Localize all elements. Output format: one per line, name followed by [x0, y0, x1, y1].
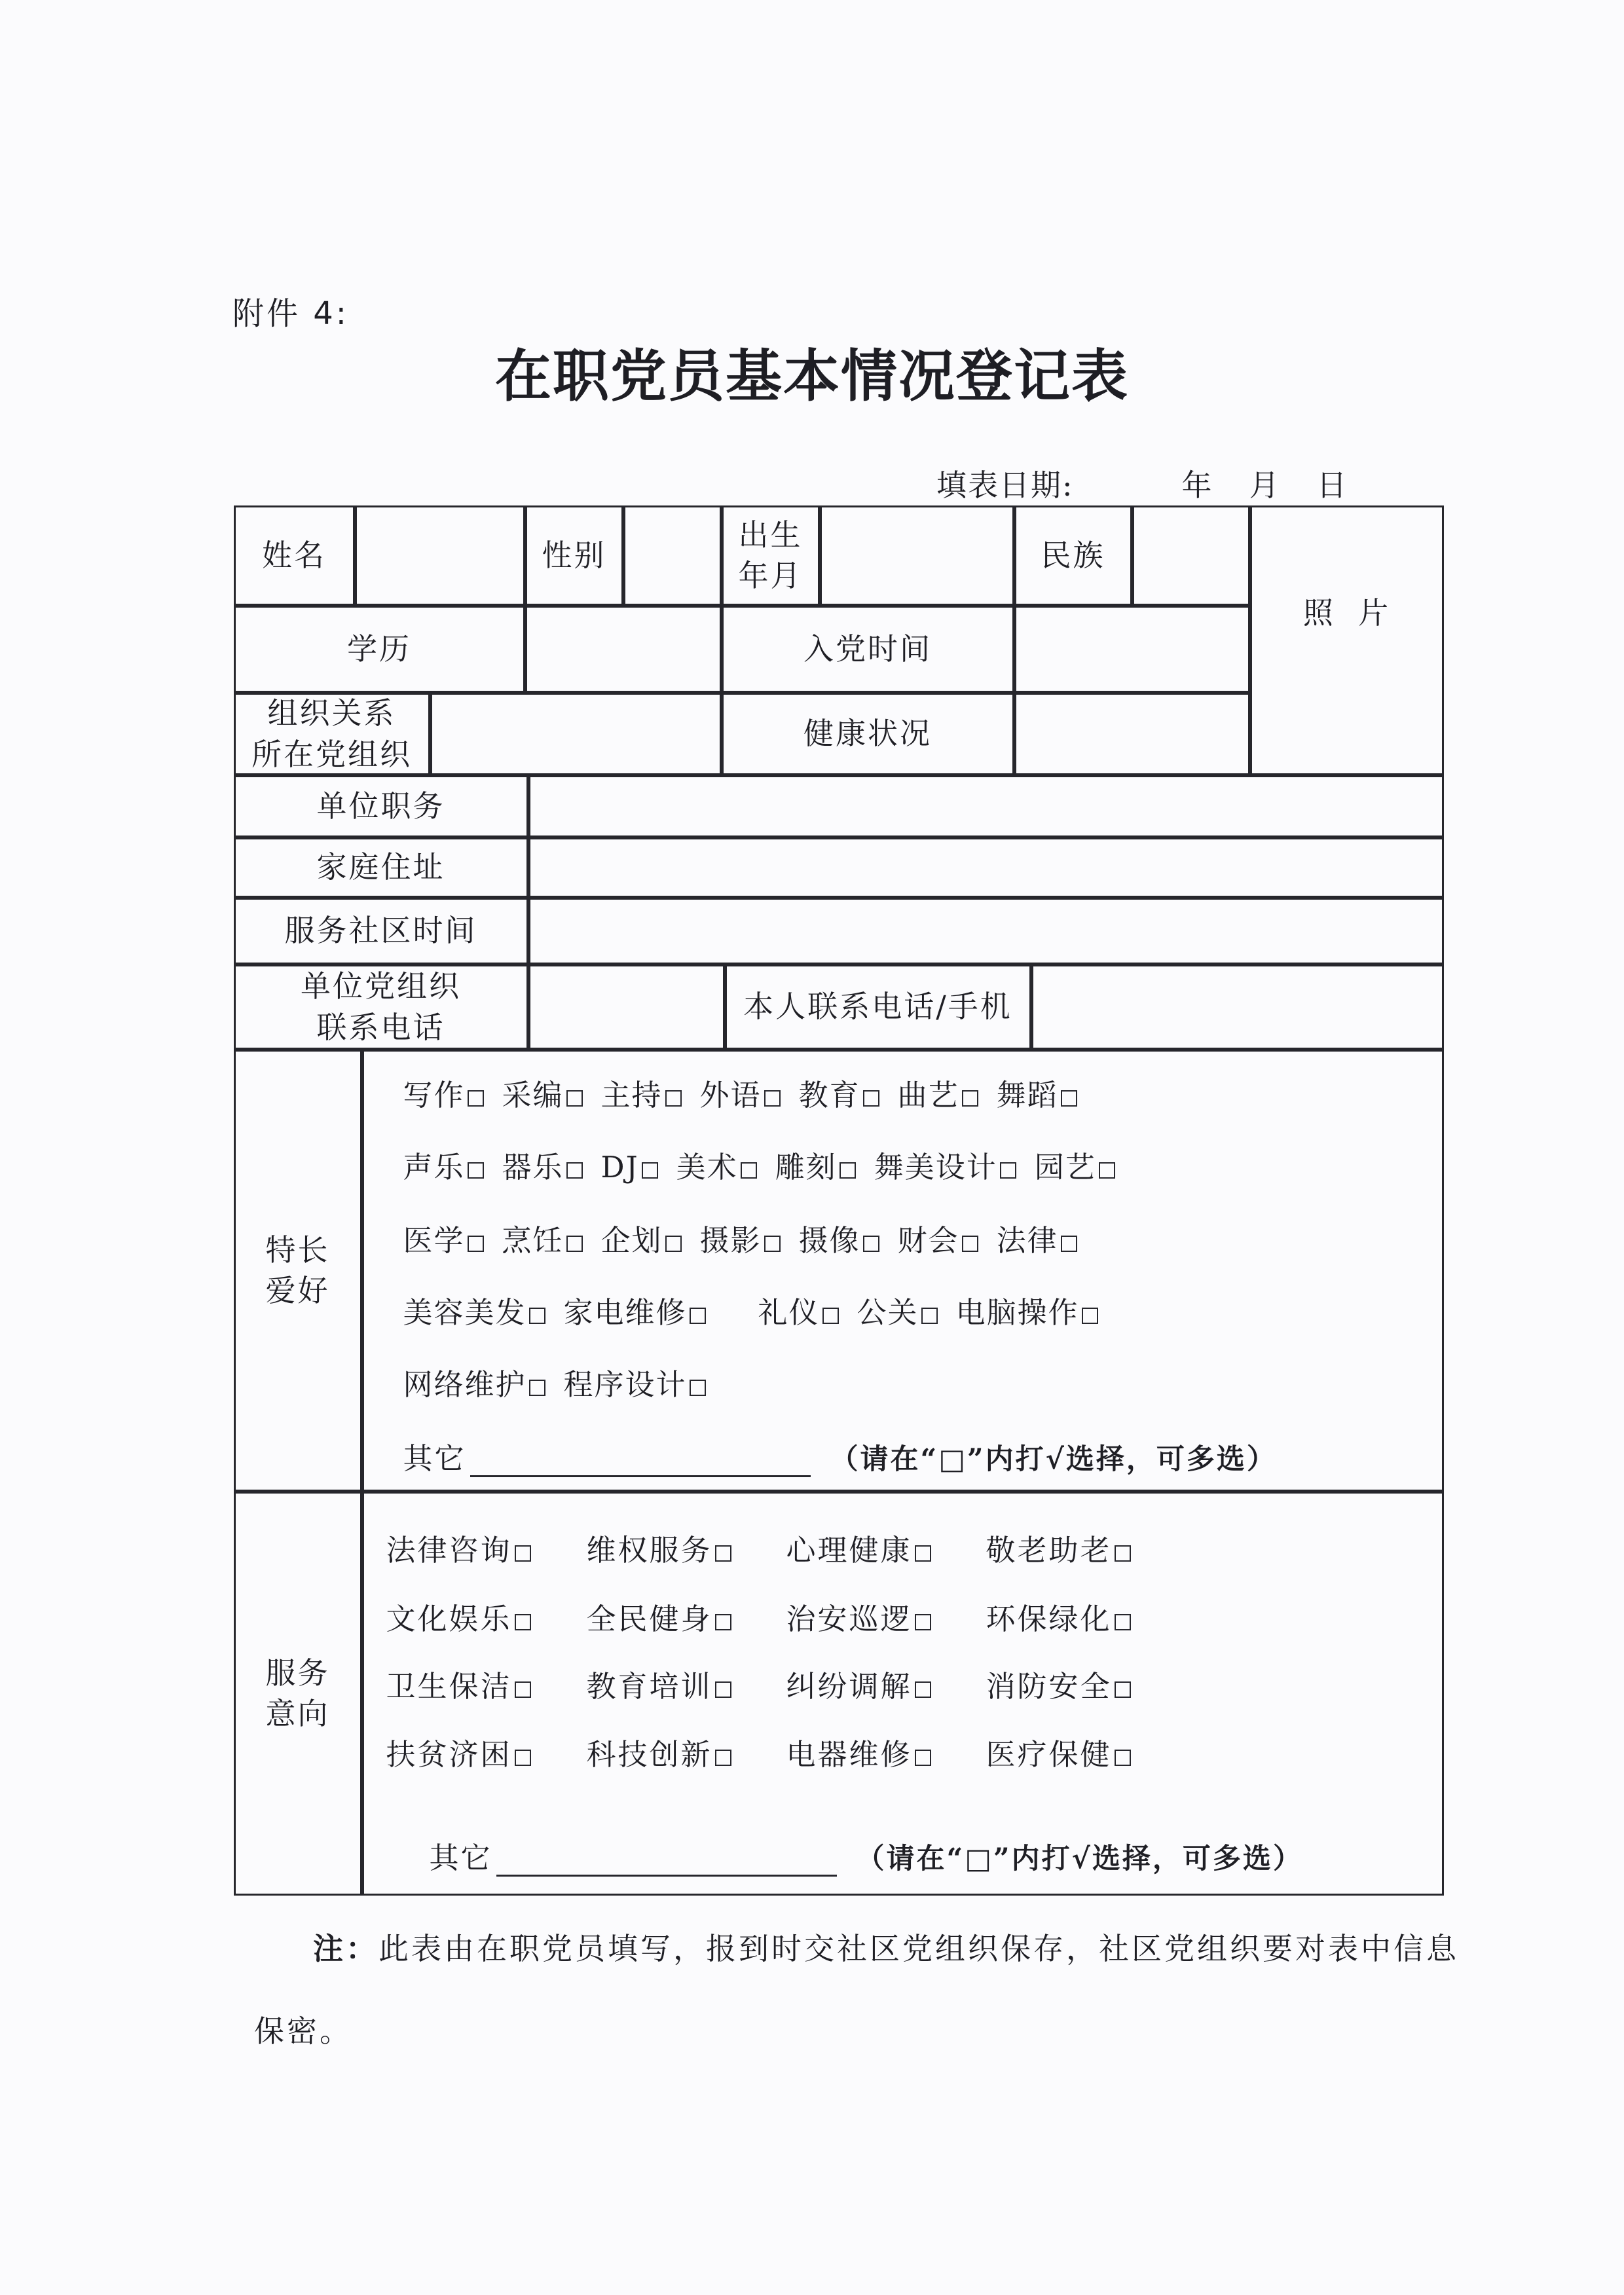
specialty-option[interactable] [956, 1289, 1098, 1331]
service-option[interactable] [786, 1595, 931, 1638]
specialty-option[interactable] [676, 1143, 757, 1186]
checkbox[interactable] [1082, 1308, 1098, 1324]
service-option-label: 治安巡逻 [786, 1601, 912, 1636]
services-other-input[interactable] [496, 1845, 837, 1877]
checkbox[interactable] [566, 1162, 583, 1179]
specialty-option-label: 摄影 [699, 1222, 762, 1258]
service-option-label: 维权服务 [586, 1532, 712, 1568]
ethnicity-field[interactable] [1132, 505, 1250, 606]
specialty-option[interactable] [997, 1217, 1077, 1259]
specialties-row [403, 1217, 1096, 1259]
specialty-option[interactable] [601, 1071, 682, 1114]
position-field[interactable] [528, 775, 1444, 837]
specialty-option-label: 采编 [502, 1077, 564, 1112]
specialty-option[interactable] [1035, 1143, 1115, 1186]
specialty-option-label: 舞蹈 [996, 1077, 1058, 1112]
specialty-option[interactable] [403, 1289, 545, 1331]
checkbox[interactable] [529, 1308, 545, 1324]
checkbox[interactable] [840, 1162, 856, 1179]
checkbox[interactable] [1115, 1545, 1131, 1562]
services-options [362, 1492, 1444, 1896]
checkbox[interactable] [863, 1090, 879, 1107]
fill-date-month: 月 [1249, 468, 1281, 503]
fill-date [936, 462, 1348, 505]
checkbox[interactable] [764, 1236, 781, 1252]
position-label: 单位职务 [234, 775, 528, 837]
service-option[interactable] [986, 1595, 1131, 1638]
checkbox[interactable] [515, 1545, 531, 1562]
service-time-field[interactable] [528, 898, 1444, 964]
specialty-option[interactable] [997, 1071, 1077, 1114]
checkbox[interactable] [468, 1090, 484, 1107]
specialty-option-label: 园艺 [1034, 1149, 1096, 1184]
services-label: 服务 意向 [234, 1492, 362, 1896]
service-option-label: 法律咨询 [386, 1532, 512, 1568]
specialty-option-label: 网络维护 [403, 1367, 526, 1402]
specialty-option[interactable] [601, 1217, 682, 1259]
specialty-option-label: 雕刻 [775, 1149, 837, 1184]
specialty-option-label: 礼仪 [758, 1294, 820, 1330]
checkbox[interactable] [764, 1090, 781, 1107]
specialties-options [362, 1050, 1444, 1492]
service-option[interactable] [786, 1731, 931, 1773]
ethnicity-label: 民族 [1014, 505, 1132, 606]
checkbox[interactable] [1099, 1162, 1115, 1179]
join-party-field[interactable] [1014, 606, 1250, 693]
checkbox[interactable] [863, 1236, 879, 1252]
checkbox[interactable] [1000, 1162, 1016, 1179]
unit-phone-field[interactable] [528, 964, 725, 1050]
checkbox[interactable] [1115, 1681, 1131, 1698]
specialty-option-label: 主持 [600, 1077, 663, 1112]
specialties-row [403, 1143, 1134, 1186]
specialty-option[interactable] [898, 1071, 978, 1114]
service-option-label: 科技创新 [586, 1736, 712, 1772]
specialty-option[interactable] [775, 1143, 856, 1186]
checkbox[interactable] [566, 1090, 583, 1107]
service-option-label: 消防安全 [986, 1668, 1112, 1704]
checkbox[interactable] [1115, 1750, 1131, 1766]
checkbox[interactable] [741, 1162, 757, 1179]
birth-label: 出生 年月 [722, 505, 820, 606]
checkbox[interactable] [468, 1162, 484, 1179]
specialty-option-label: 程序设计 [563, 1367, 687, 1402]
checkbox[interactable] [1115, 1614, 1131, 1630]
footnote [254, 1907, 1479, 2072]
specialty-option[interactable] [898, 1217, 978, 1259]
checkbox[interactable] [515, 1614, 531, 1630]
gender-field[interactable] [623, 505, 722, 606]
name-field[interactable] [355, 505, 525, 606]
checkbox[interactable] [642, 1162, 658, 1179]
specialty-option[interactable] [758, 1289, 839, 1331]
checkbox[interactable] [915, 1681, 931, 1698]
specialty-option-label: 财会 [897, 1222, 959, 1258]
specialty-option-label: 电脑操作 [955, 1294, 1079, 1330]
specialty-option-label: 外语 [699, 1077, 762, 1112]
checkbox[interactable] [715, 1750, 731, 1766]
fill-date-label: 填表日期: [936, 468, 1074, 503]
checkbox[interactable] [665, 1236, 682, 1252]
checkbox[interactable] [915, 1750, 931, 1766]
checkbox[interactable] [715, 1545, 731, 1562]
specialty-option-label: 家电维修 [563, 1294, 687, 1330]
specialty-option[interactable] [502, 1071, 583, 1114]
home-address-field[interactable] [528, 837, 1444, 898]
checkbox[interactable] [962, 1236, 978, 1252]
specialties-row [403, 1289, 1116, 1331]
org-relation-label: 组织关系 所在党组织 [234, 693, 430, 775]
checkbox[interactable] [515, 1750, 531, 1766]
specialty-option-label: 摄像 [798, 1222, 860, 1258]
service-option-label: 扶贫济困 [386, 1736, 512, 1772]
service-option[interactable] [587, 1595, 731, 1638]
service-option-label: 卫生保洁 [386, 1668, 512, 1704]
checkbox[interactable] [1061, 1090, 1077, 1107]
specialty-option[interactable] [502, 1143, 583, 1186]
service-option-label: 医疗保健 [986, 1736, 1112, 1772]
health-field[interactable] [1014, 693, 1250, 775]
checkbox[interactable] [715, 1614, 731, 1630]
specialties-row [403, 1361, 724, 1403]
personal-phone-label: 本人联系电话/手机 [725, 964, 1031, 1050]
specialty-option-label: 曲艺 [897, 1077, 959, 1112]
specialties-hint: （请在“□”内打√选择，可多选） [830, 1442, 1277, 1476]
specialty-option-label: 教育 [798, 1077, 860, 1112]
specialty-option-label: 企划 [600, 1222, 663, 1258]
attachment-label: 附件 4: [232, 295, 349, 332]
specialty-option-label: 器乐 [502, 1149, 564, 1184]
checkbox[interactable] [915, 1614, 931, 1630]
footnote-text: 此表由在职党员填写，报到时交社区党组织保存，社区党组织要对表中信息保密。 [254, 1931, 1459, 2049]
photo-label: 照 片 [1302, 595, 1391, 631]
specialty-option[interactable] [403, 1361, 545, 1403]
footnote-prefix: 注： [313, 1931, 378, 1966]
fill-date-year: 年 [1181, 468, 1213, 503]
service-option[interactable] [986, 1526, 1131, 1569]
specialty-option-label: 公关 [857, 1294, 919, 1330]
checkbox[interactable] [690, 1380, 706, 1396]
fill-date-day: 日 [1316, 468, 1348, 503]
service-option-label: 电器维修 [786, 1736, 912, 1772]
checkbox[interactable] [566, 1236, 583, 1252]
service-option-label: 敬老助老 [986, 1532, 1112, 1568]
specialty-option-label: 美容美发 [403, 1294, 526, 1330]
checkbox[interactable] [665, 1090, 682, 1107]
services-other: 其它 （请在“□”内打√选择，可多选） [429, 1840, 1303, 1875]
specialty-option[interactable] [799, 1071, 879, 1114]
service-time-label: 服务社区时间 [234, 898, 528, 964]
birth-field[interactable] [820, 505, 1014, 606]
specialty-option-label: 美术 [676, 1149, 738, 1184]
checkbox[interactable] [468, 1236, 484, 1252]
checkbox[interactable] [515, 1681, 531, 1698]
service-option[interactable] [986, 1731, 1131, 1773]
checkbox[interactable] [921, 1308, 938, 1324]
form-title: 在职党员基本情况登记表 [495, 343, 1129, 409]
checkbox[interactable] [529, 1380, 545, 1396]
service-option-label: 文化娱乐 [386, 1601, 512, 1636]
checkbox[interactable] [1061, 1236, 1077, 1252]
specialty-option-label: 写作 [403, 1077, 465, 1112]
checkbox[interactable] [715, 1681, 731, 1698]
specialty-option[interactable] [502, 1217, 583, 1259]
specialty-option-label: 声乐 [403, 1149, 465, 1184]
specialties-other: 其它 （请在“□”内打√选择，可多选） [403, 1441, 1277, 1476]
org-relation-field[interactable] [430, 693, 722, 775]
service-option[interactable] [786, 1526, 931, 1569]
specialty-option[interactable] [857, 1289, 938, 1331]
service-option-label: 教育培训 [586, 1668, 712, 1704]
service-option-label: 全民健身 [586, 1601, 712, 1636]
specialty-option[interactable] [799, 1217, 879, 1259]
checkbox[interactable] [690, 1308, 706, 1324]
health-label: 健康状况 [722, 693, 1014, 775]
service-option[interactable] [386, 1526, 531, 1569]
specialty-option[interactable] [564, 1289, 706, 1331]
specialties-row [403, 1071, 1096, 1114]
specialty-option[interactable] [403, 1071, 484, 1114]
specialty-option[interactable] [564, 1361, 706, 1403]
specialty-option-label: DJ [600, 1149, 639, 1184]
personal-phone-field[interactable] [1031, 964, 1444, 1050]
education-label: 学历 [234, 606, 525, 693]
specialty-option-label: 烹饪 [502, 1222, 564, 1258]
checkbox[interactable] [915, 1545, 931, 1562]
service-option-label: 纠纷调解 [786, 1668, 912, 1704]
specialty-option[interactable] [700, 1217, 781, 1259]
specialties-other-input[interactable] [470, 1445, 811, 1477]
specialty-option[interactable] [601, 1150, 658, 1184]
specialty-option[interactable] [403, 1143, 484, 1186]
checkbox[interactable] [962, 1090, 978, 1107]
service-option[interactable] [986, 1662, 1131, 1705]
service-option-label: 环保绿化 [986, 1601, 1112, 1636]
service-option[interactable] [386, 1731, 531, 1773]
service-option[interactable] [587, 1662, 731, 1705]
service-option-label: 心理健康 [786, 1532, 912, 1568]
service-option[interactable] [587, 1731, 731, 1773]
join-party-label: 入党时间 [722, 606, 1014, 693]
service-option[interactable] [386, 1595, 531, 1638]
specialty-option[interactable] [403, 1217, 484, 1259]
registration-form [234, 506, 1445, 1896]
specialty-option-label: 医学 [403, 1222, 465, 1258]
checkbox[interactable] [822, 1308, 839, 1324]
service-option[interactable] [786, 1662, 931, 1705]
education-field[interactable] [525, 606, 722, 693]
specialty-option[interactable] [874, 1143, 1016, 1186]
specialty-option-label: 舞美设计 [874, 1149, 997, 1184]
specialty-option[interactable] [700, 1071, 781, 1114]
specialty-option-label: 法律 [996, 1222, 1058, 1258]
photo-box[interactable] [1250, 505, 1444, 775]
service-option[interactable] [386, 1662, 531, 1705]
specialties-label: 特长 爱好 [234, 1050, 362, 1492]
home-address-label: 家庭住址 [234, 837, 528, 898]
name-label: 姓名 [234, 505, 355, 606]
unit-phone-label: 单位党组织 联系电话 [234, 964, 528, 1050]
gender-label: 性别 [525, 505, 623, 606]
services-hint: （请在“□”内打√选择，可多选） [856, 1842, 1303, 1875]
service-option[interactable] [587, 1526, 731, 1569]
